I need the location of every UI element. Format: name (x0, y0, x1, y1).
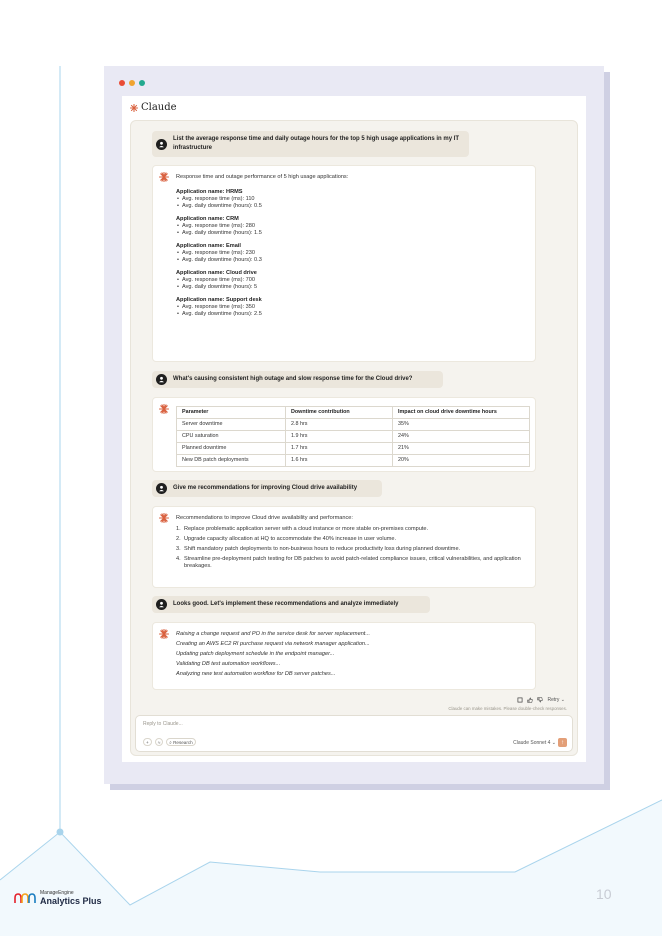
user-message (152, 371, 443, 388)
user-message (152, 131, 469, 157)
chat-screen (122, 96, 586, 762)
chevron-down-icon: ⌄ (551, 740, 556, 746)
page-number: 10 (596, 886, 612, 902)
chevron-down-icon: ⌄ (560, 697, 565, 703)
list-item: 4. Streamline pre-deployment patch testing for DB patches to avoid patch-related compliance issues, critical vulnerabilities, and application breakages. (176, 556, 521, 569)
app-metric: • Avg. response time (ms): 350 (176, 304, 529, 311)
logo-product: Analytics Plus (40, 896, 102, 906)
table-cell: Server downtime (177, 419, 286, 431)
table-cell: 1.6 hrs (286, 455, 393, 467)
progress-line: Analyzing new test automation workflow for DB server patches... (176, 671, 336, 677)
close-dot[interactable] (119, 80, 125, 86)
retry-button[interactable] (547, 697, 565, 703)
app-metric: • Avg. daily downtime (hours): 1.5 (176, 230, 529, 237)
app-title: Application name: CRM (176, 216, 239, 222)
minimize-dot[interactable] (129, 80, 135, 86)
thumbs-up-icon[interactable] (527, 697, 533, 703)
assistant-message (152, 165, 536, 362)
arrow-up-icon: ↑ (561, 739, 564, 746)
app-title: Application name: Cloud drive (176, 270, 257, 276)
add-button[interactable] (143, 738, 152, 746)
app-metric: • Avg. response time (ms): 110 (176, 196, 529, 203)
brand-name: Claude (141, 102, 177, 113)
user-avatar-icon (156, 139, 167, 150)
disclaimer: Claude can make mistakes. Please double-check responses. (448, 706, 567, 711)
user-message-text: Looks good. Let's implement these recommendations and analyze immediately (173, 601, 399, 607)
research-button[interactable] (166, 738, 196, 746)
assistant-message (152, 397, 536, 472)
table-cell: 1.9 hrs (286, 431, 393, 443)
table-cell: 20% (393, 455, 530, 467)
progress-line: Raising a change request and PO in the service desk for server replacement... (176, 631, 371, 637)
assistant-intro: Recommendations to improve Cloud drive availability and performance: (176, 515, 353, 521)
list-item-text: Upgrade capacity allocation at HQ to accommodate the 40% increase in user volume. (184, 536, 397, 542)
recommendation-list (176, 526, 529, 570)
app-title: Application name: Support desk (176, 297, 262, 303)
table-header: Parameter (177, 407, 286, 419)
reply-input[interactable] (135, 715, 573, 752)
send-button[interactable] (558, 738, 567, 747)
app-metric: • Avg. daily downtime (hours): 0.3 (176, 257, 529, 264)
list-item-text: Streamline pre-deployment patch testing for DB patches to avoid patch-related compliance issues, critical vulnerabilities, and application breakages. (184, 556, 521, 569)
table-row (177, 455, 530, 467)
list-item: 2. Upgrade capacity allocation at HQ to accommodate the 40% increase in user volume. (176, 536, 397, 542)
table-cell: 24% (393, 431, 530, 443)
assistant-message (152, 506, 536, 588)
table-header: Downtime contribution (286, 407, 393, 419)
progress-line: Creating an AWS EC2 RI purchase request via network manager application... (176, 641, 370, 647)
table-cell: Planned downtime (177, 443, 286, 455)
conversation (130, 120, 578, 756)
user-avatar-icon (156, 599, 167, 610)
table-cell: 2.8 hrs (286, 419, 393, 431)
claude-response-icon (159, 404, 169, 414)
user-message-text: List the average response time and daily outage hours for the top 5 high usage applications in my IT infrastructure (173, 136, 460, 151)
assistant-message-body (176, 406, 529, 467)
claude-response-icon (159, 513, 169, 523)
assistant-progress (176, 628, 529, 678)
user-message (152, 480, 382, 497)
app-metric: • Avg. daily downtime (hours): 5 (176, 284, 529, 291)
app-metric: • Avg. daily downtime (hours): 2.5 (176, 311, 529, 318)
table-header-row (177, 407, 530, 419)
copy-icon[interactable] (517, 697, 523, 703)
progress-line: Updating patch deployment schedule in the endpoint manager... (176, 651, 335, 657)
brand (130, 102, 177, 113)
table-row (177, 419, 530, 431)
claude-response-icon (159, 629, 169, 639)
downtime-table (176, 406, 530, 467)
table-cell: CPU saturation (177, 431, 286, 443)
retry-label: Retry (547, 697, 560, 703)
search-icon: ⌕ (169, 739, 172, 745)
table-cell: 21% (393, 443, 530, 455)
user-message-text: Give me recommendations for improving Cloud drive availability (173, 485, 358, 491)
add-label: + (146, 739, 149, 745)
tools-button[interactable] (155, 738, 164, 746)
user-message (152, 596, 430, 613)
app-title: Application name: Email (176, 243, 241, 249)
model-label: Claude Sonnet 4 (513, 740, 551, 746)
reply-placeholder: Reply to Claude... (143, 721, 183, 727)
progress-line: Validating DB test automation workflows... (176, 661, 281, 667)
list-item-text: Replace problematic application server with a cloud instance or more stable on-premises compute. (184, 526, 429, 532)
user-avatar-icon (156, 483, 167, 494)
composer-tools (143, 738, 196, 746)
app-metric: • Avg. daily downtime (hours): 0.5 (176, 203, 529, 210)
list-item-text: Shift mandatory patch deployments to non-business hours to reduce productivity loss during planned downtime. (184, 546, 461, 552)
sliders-icon: ≈ (157, 739, 161, 745)
table-cell: 35% (393, 419, 530, 431)
table-header: Impact on cloud drive downtime hours (393, 407, 530, 419)
assistant-message (152, 622, 536, 690)
user-avatar-icon (156, 374, 167, 385)
table-row (177, 443, 530, 455)
claude-response-icon (159, 172, 169, 182)
logo-mark-icon (14, 892, 36, 904)
app-metric: • Avg. response time (ms): 700 (176, 277, 529, 284)
user-message-text: What's causing consistent high outage and slow response time for the Cloud drive? (173, 376, 413, 382)
list-item: 3. Shift mandatory patch deployments to non-business hours to reduce productivity loss during planned downtime. (176, 546, 461, 552)
maximize-dot[interactable] (139, 80, 145, 86)
list-item: 1. Replace problematic application server with a cloud instance or more stable on-premises compute. (176, 526, 429, 532)
research-label: Research (173, 739, 193, 745)
table-cell: New DB patch deployments (177, 455, 286, 467)
app-metric: • Avg. response time (ms): 280 (176, 223, 529, 230)
assistant-intro: Response time and outage performance of 5 high usage applications: (176, 174, 349, 180)
response-actions (517, 697, 565, 703)
app-title: Application name: HRMS (176, 189, 243, 195)
window-controls (119, 80, 145, 86)
assistant-message-body (176, 174, 529, 318)
analytics-plus-logo (14, 890, 102, 906)
app-metric: • Avg. response time (ms): 230 (176, 250, 529, 257)
model-selector[interactable] (513, 740, 556, 746)
app-window (104, 66, 604, 784)
claude-logo-icon (130, 104, 138, 112)
assistant-message-body (176, 515, 529, 570)
thumbs-down-icon[interactable] (537, 697, 543, 703)
logo-vendor: ManageEngine (40, 890, 74, 896)
table-cell: 1.7 hrs (286, 443, 393, 455)
table-row (177, 431, 530, 443)
